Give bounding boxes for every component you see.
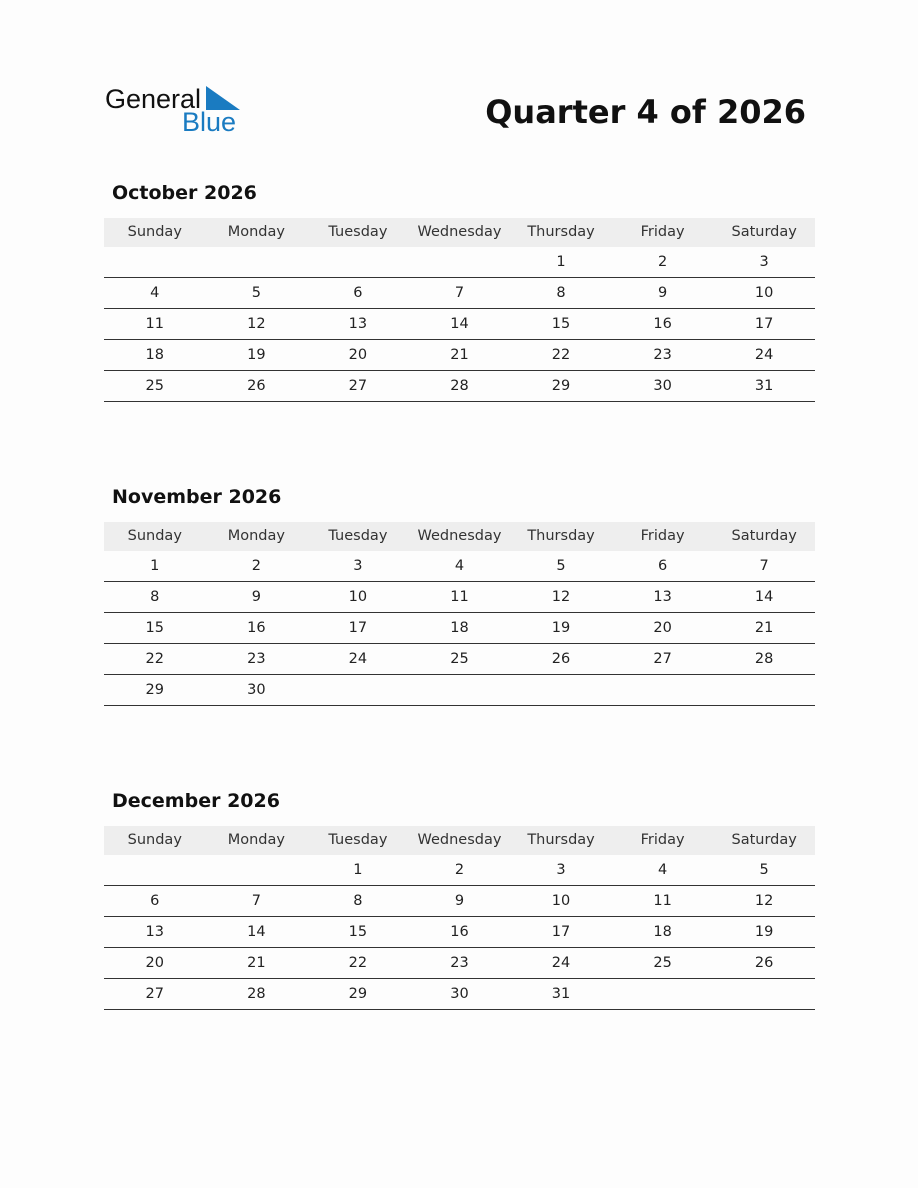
day-cell: 21 [754, 620, 774, 636]
day-cell: 9 [251, 589, 261, 605]
day-cell [307, 675, 409, 705]
day-cell [409, 675, 511, 705]
day-cell: 1 [353, 862, 363, 878]
weekday-wednesday: Wednesday [417, 224, 502, 240]
week-row [104, 855, 815, 886]
day-cell: 13 [145, 924, 164, 940]
day-cell: 12 [551, 589, 571, 605]
day-cell: 14 [754, 589, 774, 605]
day-cell: 30 [450, 986, 469, 1002]
day-cell: 6 [657, 558, 668, 574]
month-grid [104, 855, 815, 1010]
day-cell: 6 [150, 893, 160, 909]
weekday-monday: Monday [227, 832, 285, 848]
day-cell: 18 [145, 347, 164, 363]
day-cell: 22 [348, 955, 368, 971]
day-cell: 19 [754, 924, 774, 940]
day-cell: 19 [551, 620, 571, 636]
day-cell: 18 [653, 924, 672, 940]
day-cell: 11 [450, 589, 469, 605]
weekday-header [104, 218, 815, 247]
weekday-tuesday: Tuesday [328, 528, 388, 544]
day-cell [104, 855, 206, 885]
day-cell: 11 [653, 893, 672, 909]
day-cell [104, 247, 206, 277]
day-cell: 14 [247, 924, 266, 940]
day-cell: 23 [247, 651, 266, 667]
day-cell [713, 979, 815, 1009]
weekday-saturday: Saturday [731, 224, 797, 240]
week-row [104, 948, 815, 979]
week-row [104, 551, 815, 582]
day-cell: 26 [551, 651, 571, 667]
week-row [104, 247, 815, 278]
weekday-thursday: Thursday [527, 224, 595, 240]
weekday-header [104, 522, 815, 551]
day-cell [206, 247, 308, 277]
weekday-saturday: Saturday [731, 528, 797, 544]
day-cell: 29 [348, 986, 368, 1002]
day-cell: 28 [247, 986, 266, 1002]
day-cell: 17 [348, 620, 368, 636]
day-cell: 23 [450, 955, 469, 971]
day-cell: 13 [653, 589, 672, 605]
day-cell: 3 [556, 862, 566, 878]
day-cell: 17 [754, 316, 774, 332]
day-cell: 10 [754, 285, 774, 301]
week-row [104, 340, 815, 371]
day-cell [612, 675, 714, 705]
day-cell: 31 [551, 986, 571, 1002]
weekday-wednesday: Wednesday [417, 528, 502, 544]
day-cell: 1 [556, 254, 566, 270]
logo-word-general: General [105, 84, 202, 114]
day-cell: 20 [653, 620, 672, 636]
day-cell: 2 [657, 254, 668, 270]
week-row [104, 309, 815, 340]
weekday-tuesday: Tuesday [328, 832, 388, 848]
day-cell: 2 [454, 862, 465, 878]
logo [105, 84, 245, 136]
week-row [104, 886, 815, 917]
day-cell [713, 675, 815, 705]
day-cell: 15 [348, 924, 368, 940]
day-cell: 21 [247, 955, 266, 971]
weekday-monday: Monday [227, 224, 285, 240]
day-cell [510, 675, 612, 705]
week-row [104, 278, 815, 309]
month-grid [104, 551, 815, 706]
day-cell: 10 [348, 589, 368, 605]
day-cell: 26 [754, 955, 774, 971]
weekday-sunday: Sunday [127, 224, 182, 240]
month-title: November 2026 [112, 486, 282, 508]
week-row [104, 613, 815, 644]
day-cell: 8 [556, 285, 566, 301]
day-cell: 7 [759, 558, 769, 574]
weekday-friday: Friday [640, 832, 685, 848]
day-cell: 22 [145, 651, 164, 667]
day-cell: 13 [348, 316, 368, 332]
weekday-sunday: Sunday [127, 528, 182, 544]
day-cell: 9 [657, 285, 668, 301]
day-cell: 19 [247, 347, 266, 363]
day-cell: 15 [145, 620, 164, 636]
day-cell: 23 [653, 347, 672, 363]
day-cell: 25 [653, 955, 672, 971]
weekday-header [104, 826, 815, 855]
day-cell: 3 [353, 558, 363, 574]
day-cell: 20 [145, 955, 164, 971]
day-cell: 30 [247, 682, 266, 698]
day-cell: 20 [348, 347, 368, 363]
day-cell: 27 [653, 651, 672, 667]
month-title: October 2026 [112, 182, 257, 204]
day-cell: 14 [450, 316, 469, 332]
day-cell: 8 [353, 893, 363, 909]
day-cell: 12 [247, 316, 266, 332]
day-cell: 4 [454, 558, 465, 574]
day-cell: 18 [450, 620, 469, 636]
day-cell: 16 [450, 924, 469, 940]
day-cell: 7 [251, 893, 261, 909]
day-cell: 28 [450, 378, 469, 394]
day-cell: 31 [754, 378, 774, 394]
week-row [104, 644, 815, 675]
day-cell: 9 [454, 893, 465, 909]
weekday-monday: Monday [227, 528, 285, 544]
weekday-friday: Friday [640, 528, 685, 544]
day-cell: 16 [653, 316, 672, 332]
day-cell: 24 [551, 955, 571, 971]
day-cell: 25 [450, 651, 469, 667]
day-cell [307, 247, 409, 277]
day-cell: 6 [353, 285, 363, 301]
day-cell: 16 [247, 620, 266, 636]
week-row [104, 979, 815, 1010]
logo-word-blue: Blue [182, 107, 237, 137]
day-cell [206, 855, 308, 885]
day-cell: 7 [454, 285, 465, 301]
weekday-friday: Friday [640, 224, 685, 240]
weekday-tuesday: Tuesday [328, 224, 388, 240]
day-cell: 21 [450, 347, 469, 363]
day-cell: 15 [551, 316, 571, 332]
week-row [104, 371, 815, 402]
month-grid [104, 247, 815, 402]
day-cell: 1 [150, 558, 160, 574]
day-cell: 3 [759, 254, 769, 270]
weekday-sunday: Sunday [127, 832, 182, 848]
day-cell: 10 [551, 893, 571, 909]
day-cell: 4 [657, 862, 668, 878]
weekday-wednesday: Wednesday [417, 832, 502, 848]
day-cell: 29 [551, 378, 571, 394]
day-cell [409, 247, 511, 277]
month-title: December 2026 [112, 790, 280, 812]
weekday-thursday: Thursday [527, 528, 595, 544]
day-cell: 12 [754, 893, 774, 909]
day-cell [612, 979, 714, 1009]
week-row [104, 675, 815, 706]
day-cell: 22 [551, 347, 571, 363]
day-cell: 2 [251, 558, 261, 574]
day-cell: 26 [247, 378, 266, 394]
day-cell: 24 [348, 651, 368, 667]
day-cell: 17 [551, 924, 571, 940]
day-cell: 8 [150, 589, 160, 605]
day-cell: 28 [754, 651, 774, 667]
weekday-thursday: Thursday [527, 832, 595, 848]
day-cell: 25 [145, 378, 164, 394]
day-cell: 27 [348, 378, 368, 394]
day-cell: 30 [653, 378, 672, 394]
day-cell: 4 [150, 285, 160, 301]
day-cell: 5 [556, 558, 566, 574]
day-cell: 11 [145, 316, 164, 332]
page-title: Quarter 4 of 2026 [485, 93, 806, 131]
weekday-saturday: Saturday [731, 832, 797, 848]
day-cell: 29 [145, 682, 164, 698]
week-row [104, 917, 815, 948]
day-cell: 27 [145, 986, 164, 1002]
day-cell: 5 [251, 285, 261, 301]
day-cell: 5 [759, 862, 769, 878]
week-row [104, 582, 815, 613]
day-cell: 24 [754, 347, 774, 363]
